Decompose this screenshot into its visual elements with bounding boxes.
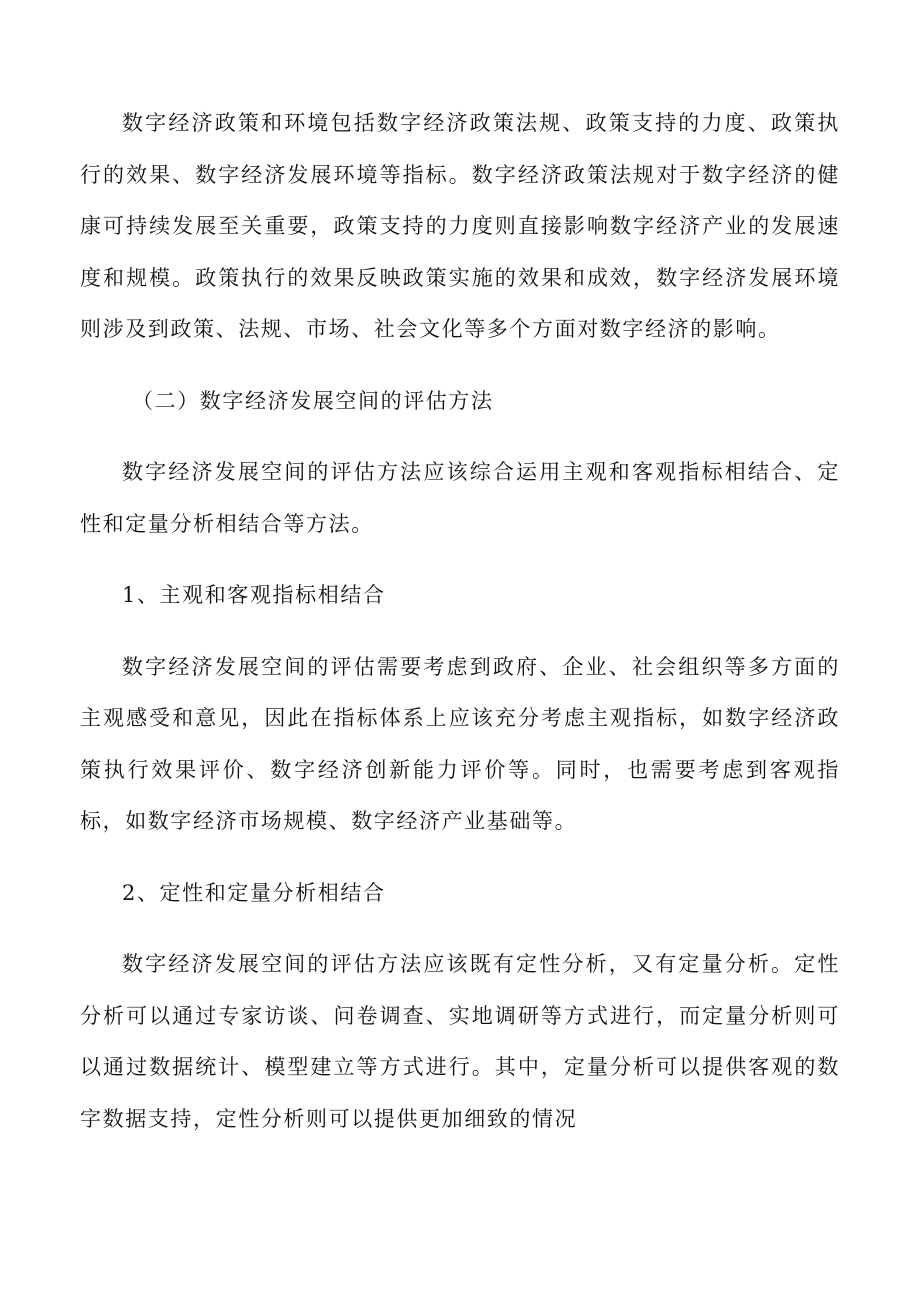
- spacer: [80, 919, 840, 939]
- spacer: [80, 622, 840, 642]
- spacer: [80, 356, 840, 376]
- paragraph-evaluation-intro: 数字经济发展空间的评估方法应该综合运用主观和客观指标相结合、定性和定量分析相结合等方法。: [80, 460, 840, 536]
- paragraph-qualitative-quantitative: 数字经济发展空间的评估方法应该既有定性分析，又有定量分析。定性分析可以通过专家访谈、问卷调查、实地调研等方式进行，而定量分析则可以通过数据统计、模型建立等方式进行。其中，定量分析可以提供客观的数字数据支持，定性分析则可以提供更加细致的情况: [80, 952, 840, 1131]
- spacer: [80, 848, 840, 868]
- spacer: [80, 427, 840, 447]
- subheading-qualitative-quantitative: 2、定性和定量分析相结合: [122, 880, 386, 905]
- paragraph-subjective-objective: 数字经济发展空间的评估需要考虑到政府、企业、社会组织等多方面的主观感受和意见，因此在指标体系上应该充分考虑主观指标，如数字经济政策执行效果评价、数字经济创新能力评价等。同时，也需要考虑到客观指标，如数字经济市场规模、数字经济产业基础等。: [80, 654, 840, 833]
- section-heading-evaluation-methods: （二）数字经济发展空间的评估方法: [132, 388, 494, 413]
- paragraph-policy-environment: 数字经济政策和环境包括数字经济政策法规、政策支持的力度、政策执行的效果、数字经济发展环境等指标。数字经济政策法规对于数字经济的健康可持续发展至关重要，政策支持的力度则直接影响数字经济产业的发展速度和规模。政策执行的效果反映政策实施的效果和成效，数字经济发展环境则涉及到政策、法规、市场、社会文化等多个方面对数字经济的影响。: [80, 111, 840, 341]
- spacer: [80, 550, 840, 570]
- subheading-subjective-objective: 1、主观和客观指标相结合: [122, 583, 386, 607]
